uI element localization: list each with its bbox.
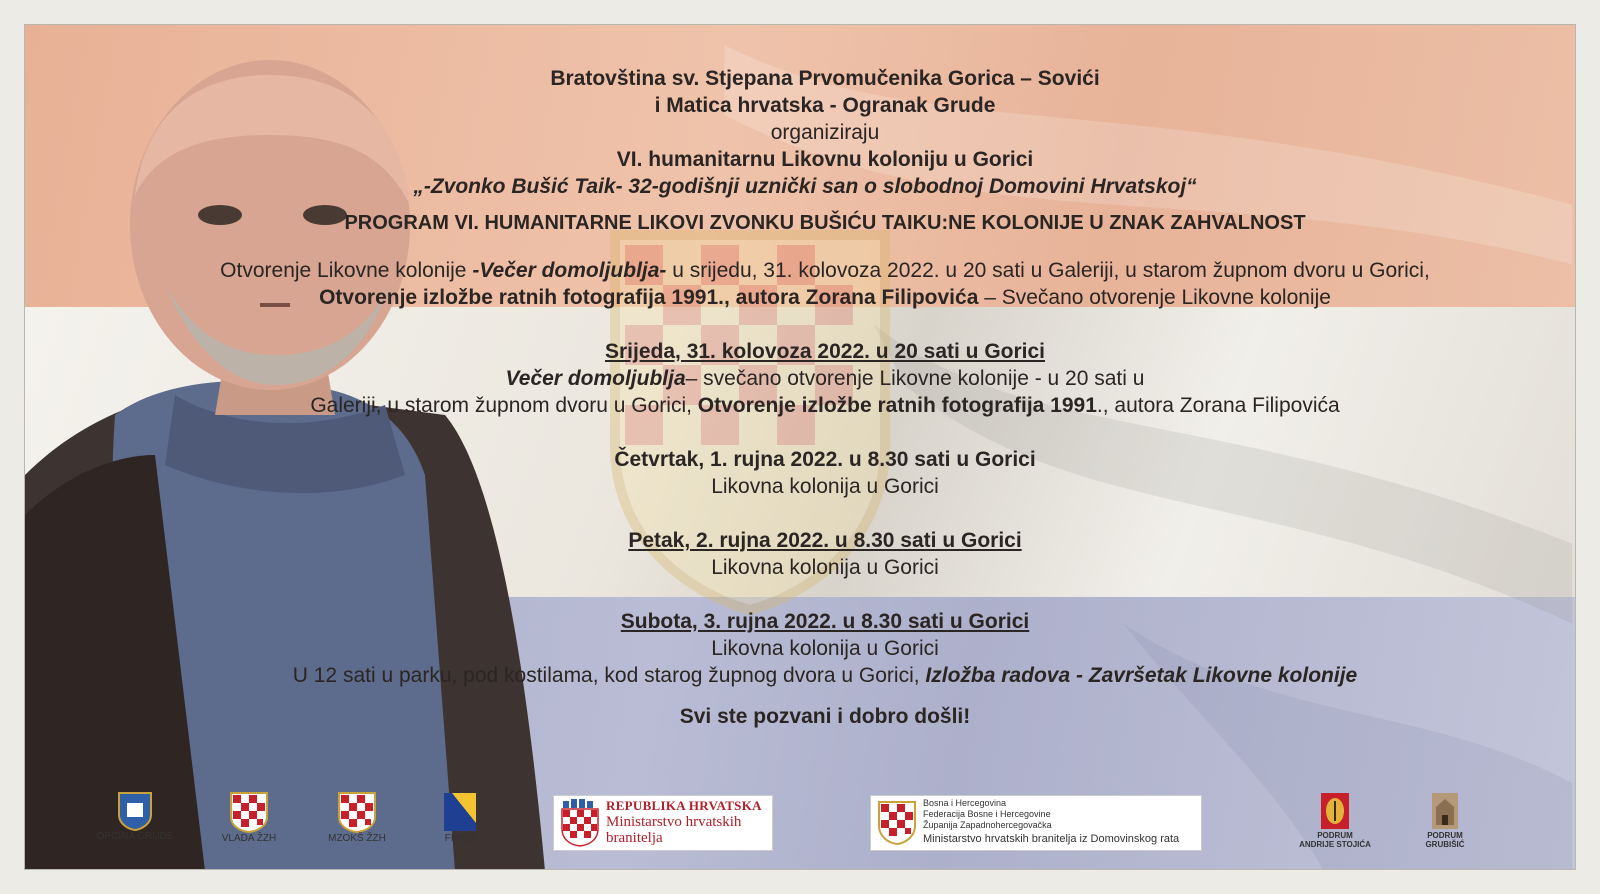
day2-line-1: Likovna kolonija u Gorici bbox=[711, 475, 939, 498]
opening-line-1: Otvorenje Likovne kolonije -Večer domoljublja- u srijedu, 31. kolovoza 2022. u 20 sati u Galeriji, u starom župnom dvoru u Gorici, bbox=[220, 259, 1430, 282]
day2-heading: Četvrtak, 1. rujna 2022. u 8.30 sati u Gorici bbox=[614, 448, 1036, 471]
poster-frame bbox=[24, 24, 1576, 870]
logo-mzoks-zzh: MZOKŠ ŽZH bbox=[317, 791, 397, 844]
organizer-line-2: i Matica hrvatska - Ogranak Grude bbox=[654, 94, 996, 117]
program-title: PROGRAM VI. HUMANITARNE LIKOVI ZVONKU BUŠIĆU TAIKU:NE KOLONIJE U ZNAK ZAHVALNOST bbox=[344, 212, 1306, 234]
logo-ministarstvo-rh: REPUBLIKA HRVATSKA Ministarstvo hrvatskih branitelja bbox=[553, 795, 773, 851]
logo-opcina-grude: OPĆINA GRUDE bbox=[95, 791, 175, 842]
poster-text bbox=[155, 65, 1495, 730]
organizer-line-1: Bratovština sv. Stjepana Prvomučenika Gorica – Sovići bbox=[550, 67, 1100, 90]
grude-crest-icon bbox=[117, 791, 153, 831]
day1-line-1: Večer domoljublja– svečano otvorenje Likovne kolonije - u 20 sati u bbox=[505, 367, 1145, 390]
checkerboard-crest-icon bbox=[877, 800, 917, 846]
winery-building-icon bbox=[1430, 791, 1460, 831]
opening-line-2: Otvorenje izložbe ratnih fotografija 1991., autora Zorana Filipovića – Svečano otvorenje Likovne kolonije bbox=[319, 286, 1331, 309]
event-title: VI. humanitarnu Likovnu koloniju u Gorici bbox=[616, 148, 1034, 171]
checkerboard-crest-icon bbox=[337, 791, 377, 833]
sponsor-logos bbox=[25, 791, 1575, 870]
logo-podrum-grubisic: PODRUM GRUBIŠIĆ bbox=[1415, 791, 1475, 849]
day3-line-1: Likovna kolonija u Gorici bbox=[711, 556, 939, 579]
closing-greeting: Svi ste pozvani i dobro došli! bbox=[679, 705, 971, 728]
wine-cellar-icon bbox=[1319, 791, 1351, 831]
day4-heading: Subota, 3. rujna 2022. u 8.30 sati u Gorici bbox=[620, 610, 1030, 633]
event-subtitle: „-Zvonko Bušić Taik- 32-godišnji uznički san o slobodnoj Domovini Hrvatskoj“ bbox=[413, 175, 1197, 198]
day3-heading: Petak, 2. rujna 2022. u 8.30 sati u Gorici bbox=[628, 529, 1022, 552]
day4-line-1: Likovna kolonija u Gorici bbox=[711, 637, 939, 660]
logo-vlada-zzh: VLADA ŽZH bbox=[209, 791, 289, 844]
day4-line-2: U 12 sati u parku, pod kostilama, kod starog župnog dvora u Gorici, Izložba radova - Završetak Likovne kolonije bbox=[292, 664, 1358, 687]
day1-heading: Srijeda, 31. kolovoza 2022. u 20 sati u Gorici bbox=[604, 340, 1046, 363]
checkerboard-crest-icon bbox=[229, 791, 269, 833]
organizer-verb: organiziraju bbox=[770, 121, 880, 144]
logo-ministarstvo-zzh: Bosna i Hercegovina Federacija Bosne i Hercegovine Županija Zapadnohercegovačka Ministarstvo hrvatskih branitelja iz Domovinskog rata bbox=[870, 795, 1202, 851]
logo-fmkis: FMKIS bbox=[425, 791, 495, 844]
logo-podrum-andrije-stojica: PODRUM ANDRIJE STOJIĆA bbox=[1295, 791, 1375, 849]
day1-line-2: Galeriji, u starom župnom dvoru u Gorici, Otvorenje izložbe ratnih fotografija 1991., autora Zorana Filipovića bbox=[310, 394, 1340, 417]
croatia-coat-of-arms-icon bbox=[560, 799, 600, 847]
bih-flag-shield-icon bbox=[442, 791, 478, 833]
